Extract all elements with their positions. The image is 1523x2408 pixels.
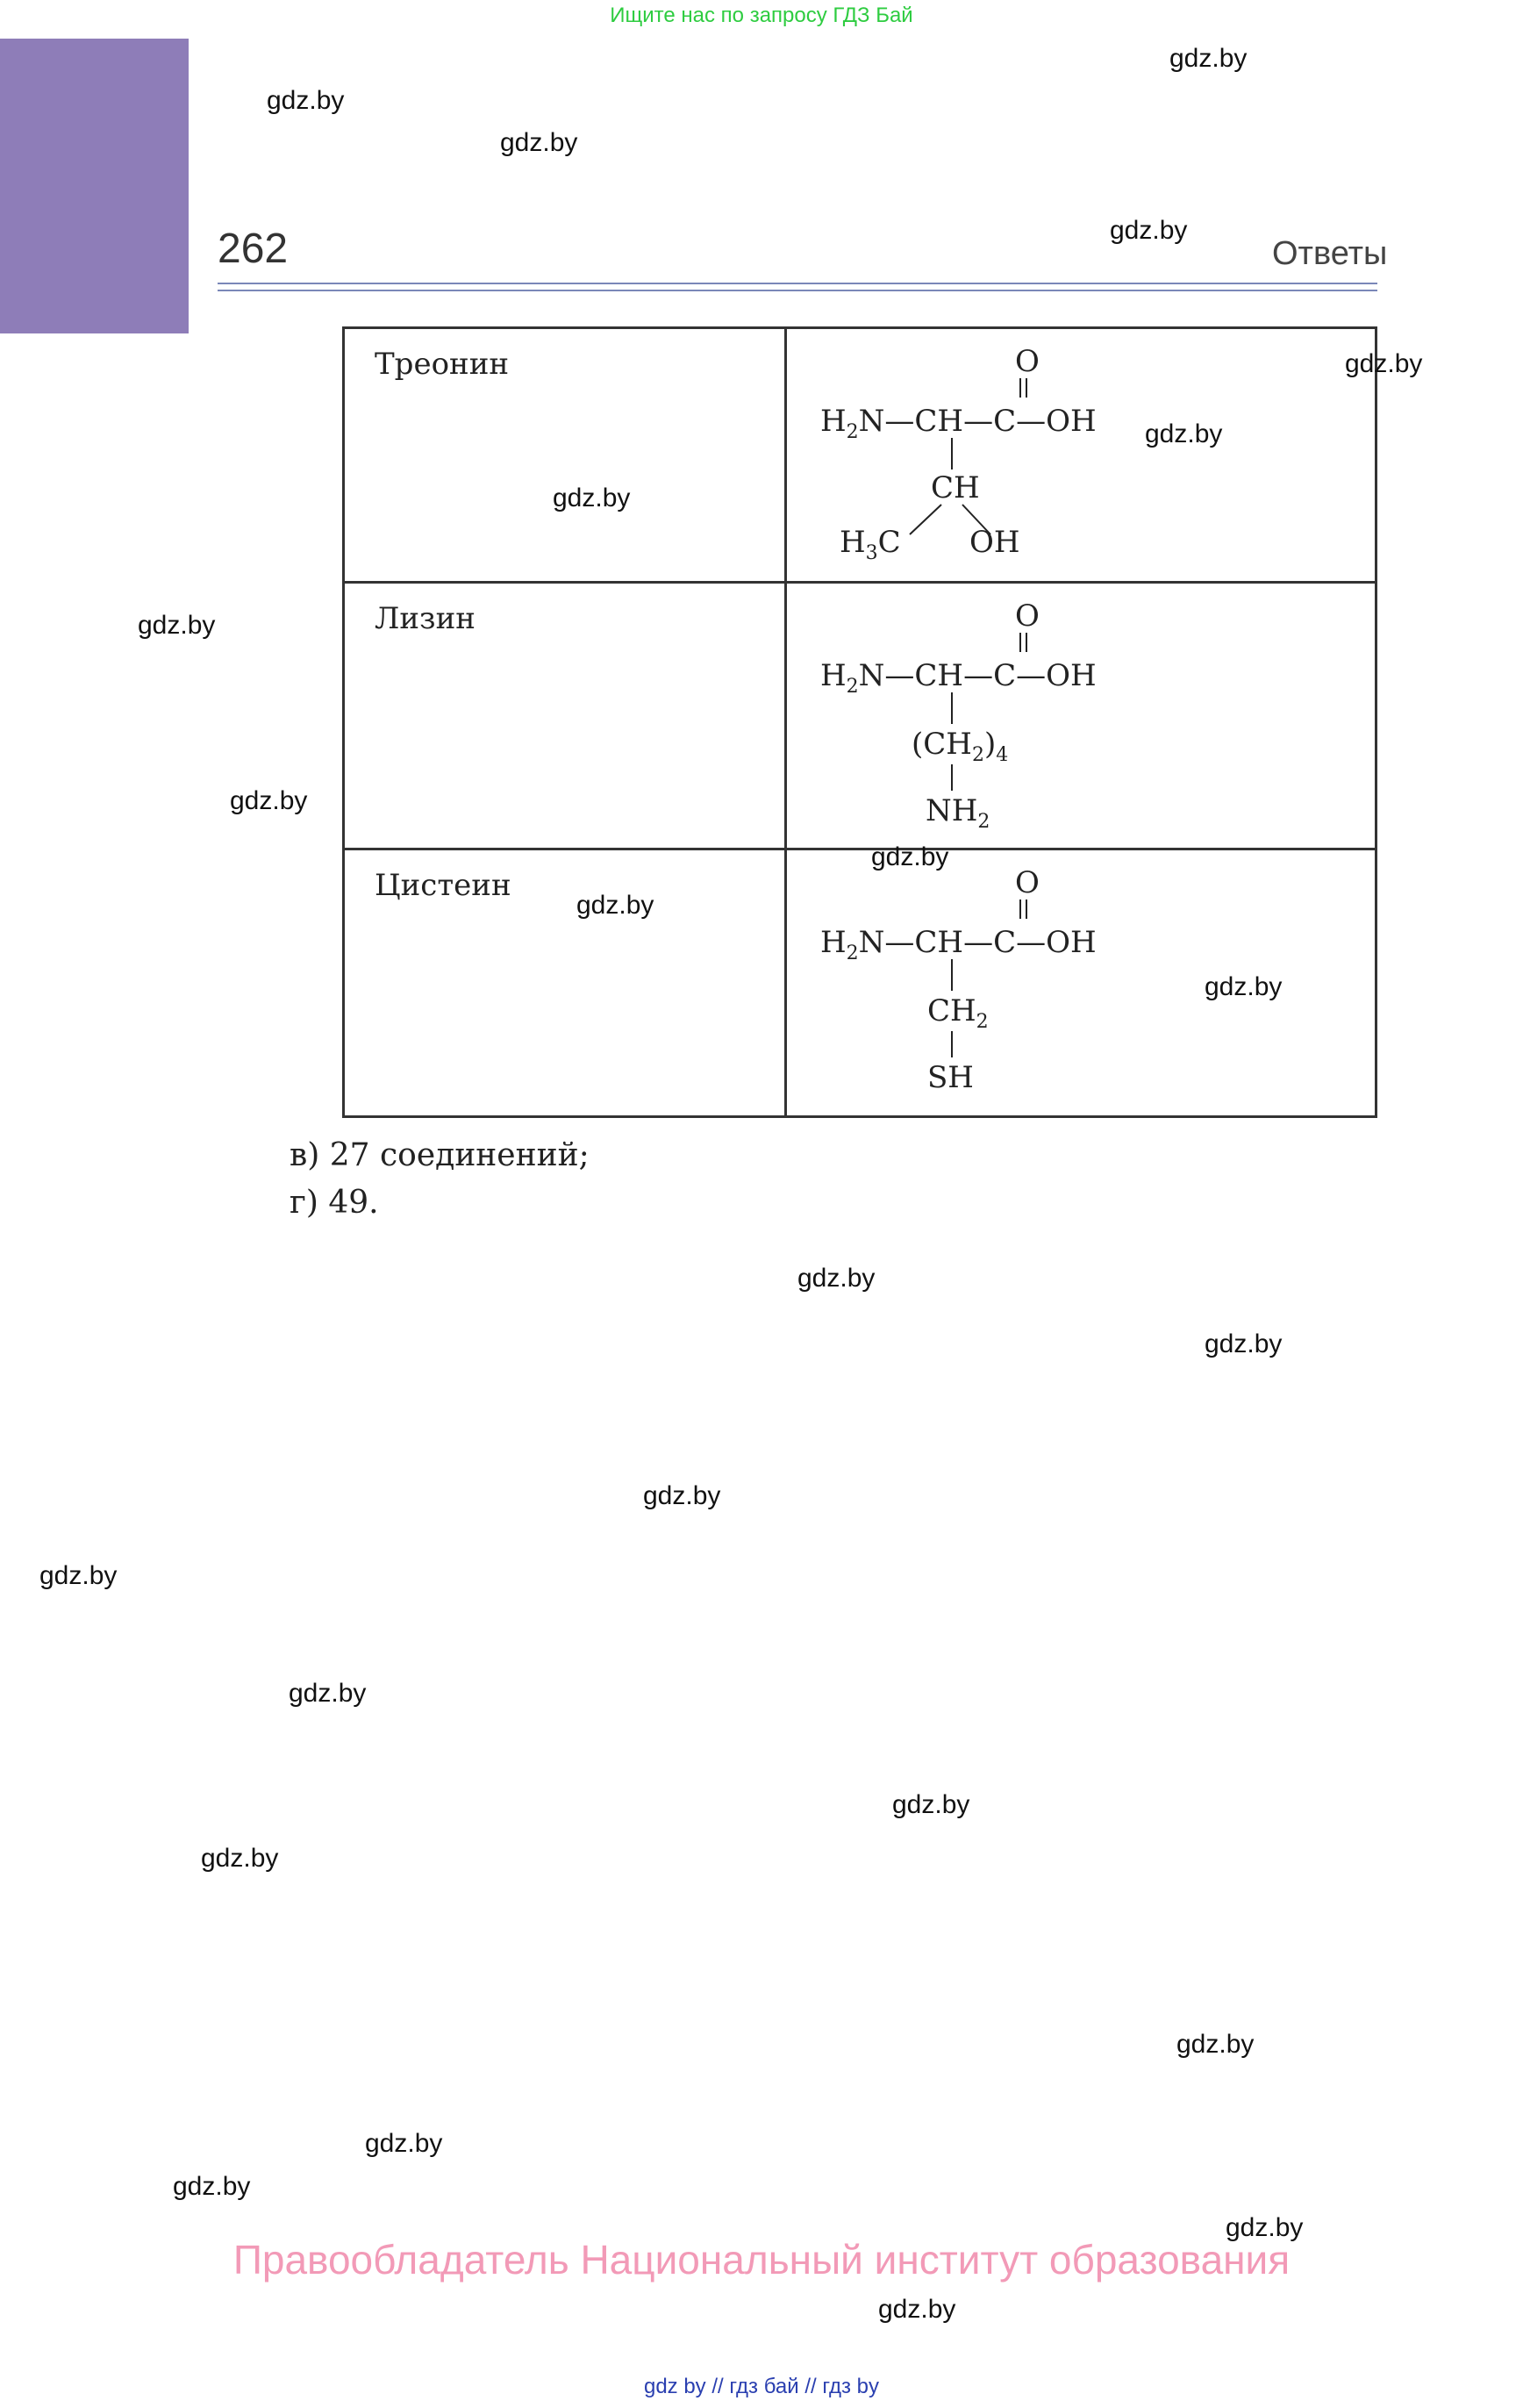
table-row	[344, 583, 1376, 849]
rights-holder-notice: Правообладатель Национальный институт образования	[232, 2237, 1291, 2283]
watermark: gdz.by	[576, 891, 654, 920]
watermark: gdz.by	[138, 611, 216, 640]
methyl-group: $H_3C$	[840, 525, 901, 564]
watermark: gdz.by	[878, 2295, 956, 2324]
watermark: gdz.by	[173, 2172, 251, 2201]
structural-formula-threonine	[786, 328, 1376, 583]
watermark: gdz.by	[500, 128, 578, 157]
watermark: gdz.by	[201, 1844, 279, 1873]
carbonyl-oxygen: O	[1015, 344, 1040, 379]
answer-v: в) 27 соединений;	[290, 1137, 590, 1173]
carbonyl-oxygen: O	[1015, 598, 1040, 634]
watermark: gdz.by	[1345, 349, 1423, 378]
watermark: gdz.by	[871, 842, 949, 871]
amino-group: $NH_2$	[926, 793, 990, 833]
top-banner[interactable]: Ищите нас по запросу ГДЗ Бай	[610, 4, 913, 27]
amino-acid-name: Треонин	[375, 347, 510, 382]
watermark: gdz.by	[1169, 44, 1248, 73]
formula-diagram	[787, 850, 1375, 1115]
watermark: gdz.by	[1145, 419, 1223, 448]
backbone-formula: $H_2N—CH—C—OH$	[820, 404, 1097, 443]
watermark: gdz.by	[230, 786, 308, 815]
watermark: gdz.by	[289, 1679, 367, 1708]
backbone-formula: $H_2N—CH—C—OH$	[820, 658, 1097, 698]
answer-g: г) 49.	[290, 1185, 379, 1221]
hydroxyl-group: OH	[969, 525, 1020, 560]
watermark: gdz.by	[797, 1264, 876, 1293]
amino-acid-name: Лизин	[375, 601, 475, 636]
amino-acid-name-cell	[344, 583, 786, 849]
watermark: gdz.by	[1110, 216, 1188, 245]
watermark: gdz.by	[1205, 972, 1283, 1001]
methylene-group: $CH_2$	[927, 993, 989, 1033]
footer-links[interactable]: gdz by // гдз бай // гдз by	[643, 2375, 880, 2398]
amino-acid-name: Цистеин	[375, 868, 511, 903]
watermark: gdz.by	[1176, 2030, 1255, 2059]
watermark: gdz.by	[643, 1481, 721, 1510]
watermark: gdz.by	[39, 1561, 118, 1590]
header-rule	[218, 283, 1377, 284]
watermark: gdz.by	[365, 2129, 443, 2158]
formula-diagram	[787, 329, 1375, 581]
watermark: gdz.by	[553, 484, 631, 512]
watermark: gdz.by	[1205, 1329, 1283, 1358]
page-number: 262	[218, 226, 289, 272]
header-rule	[218, 290, 1377, 291]
structural-formula-lysine	[786, 583, 1376, 849]
amino-acid-name-cell	[344, 328, 786, 583]
watermark: gdz.by	[267, 86, 345, 115]
table-row	[344, 328, 1376, 583]
watermark: gdz.by	[892, 1790, 970, 1819]
corner-decoration	[0, 39, 189, 333]
side-chain-ch: CH	[931, 470, 980, 505]
carbonyl-oxygen: O	[1015, 865, 1040, 900]
methylene-chain: $(CH_2)_4$	[912, 727, 1009, 766]
structural-formula-cysteine	[786, 849, 1376, 1117]
watermark: gdz.by	[1226, 2213, 1304, 2242]
backbone-formula: $H_2N—CH—C—OH$	[820, 925, 1097, 964]
thiol-group: SH	[927, 1060, 974, 1095]
amino-acid-name-cell	[344, 849, 786, 1117]
section-title: Ответы	[1272, 235, 1388, 272]
formula-diagram	[787, 584, 1375, 848]
